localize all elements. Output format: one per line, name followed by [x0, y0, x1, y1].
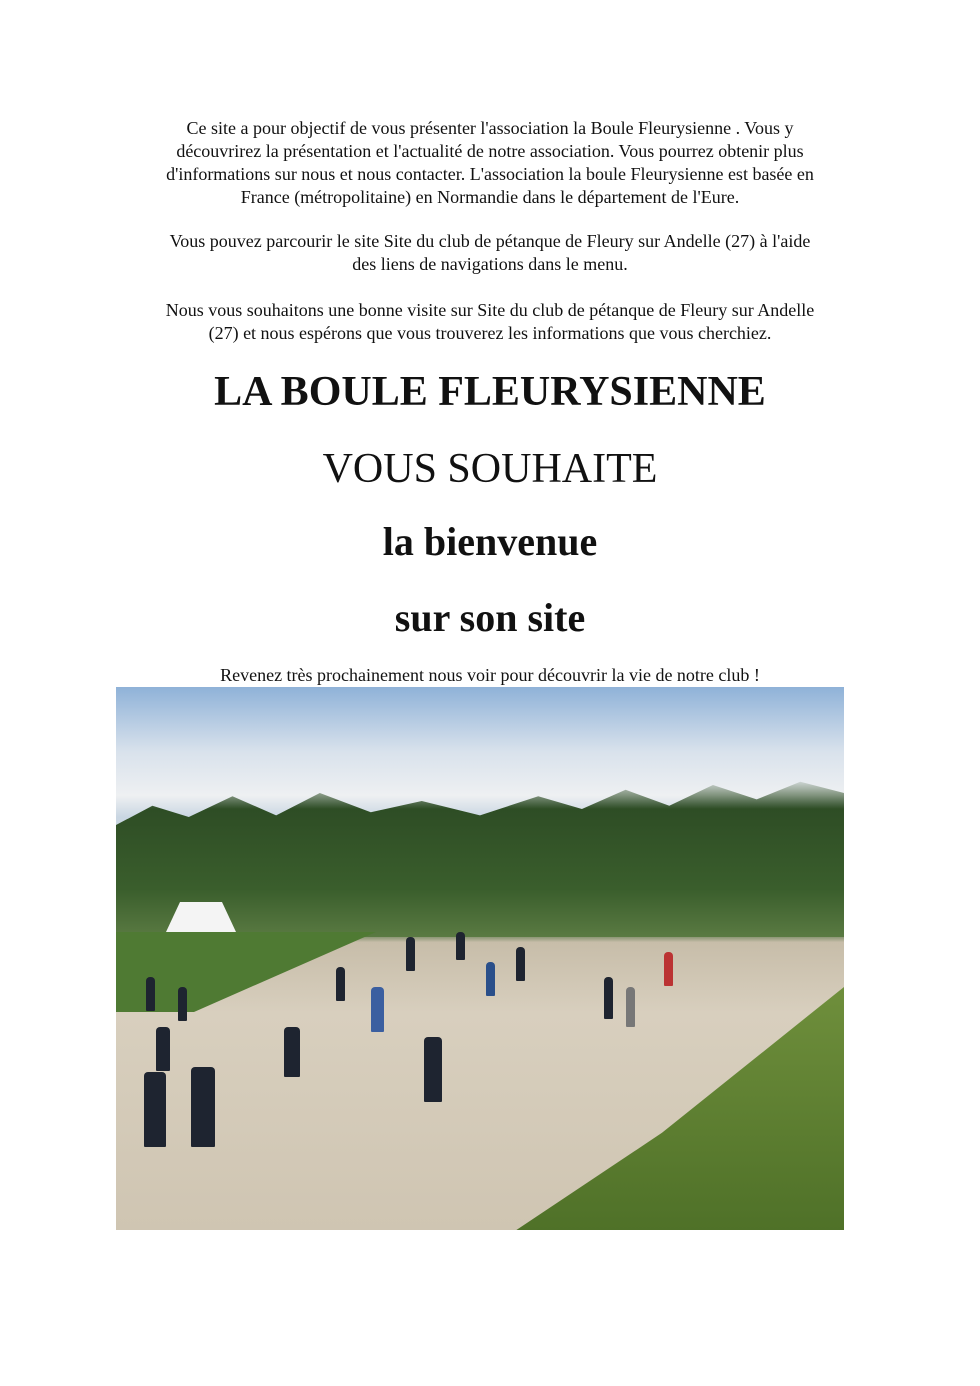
- person: [371, 987, 384, 1032]
- person: [424, 1037, 442, 1102]
- text-line: des liens de navigations dans le menu.: [352, 254, 628, 274]
- welcome-line-3: la bienvenue: [382, 519, 598, 564]
- intro-paragraph: [100, 117, 880, 209]
- person: [144, 1072, 166, 1147]
- text-line: Ce site a pour objectif de vous présenter l'association la Boule Fleurysienne . Vous y: [186, 118, 794, 138]
- person: [516, 947, 525, 981]
- person: [284, 1027, 300, 1077]
- welcome-line-2: VOUS SOUHAITE: [322, 446, 658, 492]
- person: [191, 1067, 215, 1147]
- text-line: Nous vous souhaitons une bonne visite sur Site du club de pétanque de Fleury sur Andelle: [165, 300, 815, 320]
- text-line: France (métropolitaine) en Normandie dans le département de l'Eure.: [240, 187, 740, 207]
- text-line: Vous pouvez parcourir le site Site du club de pétanque de Fleury sur Andelle (27) à l'aide: [169, 231, 811, 251]
- person: [156, 1027, 170, 1071]
- text-line: d'informations sur nous et nous contacter. L'association la boule Fleurysienne est basée en: [166, 164, 814, 184]
- text-line: (27) et nous espérons que vous trouverez les informations que vous cherchiez.: [208, 323, 772, 343]
- club-title: LA BOULE FLEURYSIENNE: [214, 369, 766, 415]
- person: [406, 937, 415, 971]
- person: [336, 967, 345, 1001]
- grass-right: [116, 987, 844, 1230]
- text-line: découvrirez la présentation et l'actualité de notre association. Vous pourrez obtenir plus: [176, 141, 804, 161]
- person: [456, 932, 465, 960]
- person: [664, 952, 673, 986]
- person: [178, 987, 187, 1021]
- person: [486, 962, 495, 996]
- petanque-ground-photo: [116, 687, 844, 1230]
- person: [604, 977, 613, 1019]
- welcome-line-4: sur son site: [394, 595, 586, 640]
- come-back-note: Revenez très prochainement nous voir pour découvrir la vie de notre club !: [220, 665, 760, 685]
- visit-paragraph: [100, 299, 880, 345]
- navigation-paragraph: [100, 230, 880, 276]
- person: [626, 987, 635, 1027]
- person: [146, 977, 155, 1011]
